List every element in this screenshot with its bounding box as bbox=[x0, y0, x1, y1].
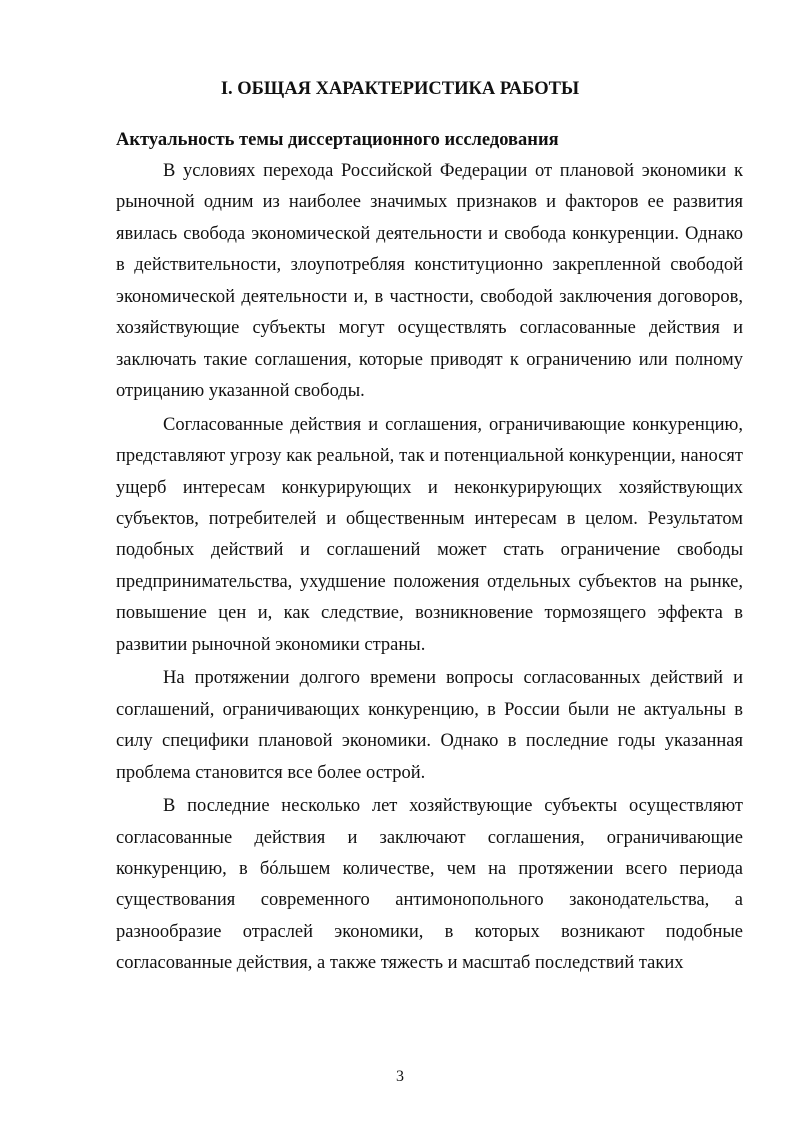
paragraph-4: В последние несколько лет хозяйствующие субъекты осуществляют согласованные действия и заключают соглашения, ограничивающие конкуренцию, в бóльшем количестве, чем на протяжении всего периода существования современного антимонопольного законодательства, а разнообразие отраслей экономики, в которых возникают подобные согласованные действия, а также тяжесть и масштаб последствий таких bbox=[116, 796, 743, 974]
page-number: 3 bbox=[396, 1068, 404, 1085]
body-text bbox=[116, 156, 743, 980]
subsection-heading: Актуальность темы диссертационного исследования bbox=[116, 130, 559, 150]
paragraph-2: Согласованные действия и соглашения, ограничивающие конкуренцию, представляют угрозу как реальной, так и потенциальной конкуренции, наносят ущерб интересам конкурирующих и неконкурирующих хозяйствующих субъектов, потребителей и общественным интересам в целом. Результатом подобных действий и соглашений может стать ограничение свободы предпринимательства, ухудшение положения отдельных субъектов на рынке, повышение цен и, как следствие, возникновение тормозящего эффекта в развитии рыночной экономики страны. bbox=[116, 414, 743, 655]
section-heading: I. ОБЩАЯ ХАРАКТЕРИСТИКА РАБОТЫ bbox=[220, 79, 580, 99]
paragraph-3: На протяжении долгого времени вопросы согласованных действий и соглашений, ограничивающих конкуренцию, в России были не актуальны в силу специфики плановой экономики. Однако в последние годы указанная проблема становится все более острой. bbox=[116, 668, 743, 783]
paragraph-1: В условиях перехода Российской Федерации от плановой экономики к рыночной одним из наиболее значимых признаков и факторов ее развития явилась свобода экономической деятельности и свобода конкуренции. Однако в действительности, злоупотребляя конституционно закрепленной свободой экономической деятельности и, в частности, свободой заключения договоров, хозяйствующие субъекты могут осуществлять согласованные действия и заключать такие соглашения, которые приводят к ограничению или полному отрицанию указанной свободы. bbox=[116, 161, 743, 402]
